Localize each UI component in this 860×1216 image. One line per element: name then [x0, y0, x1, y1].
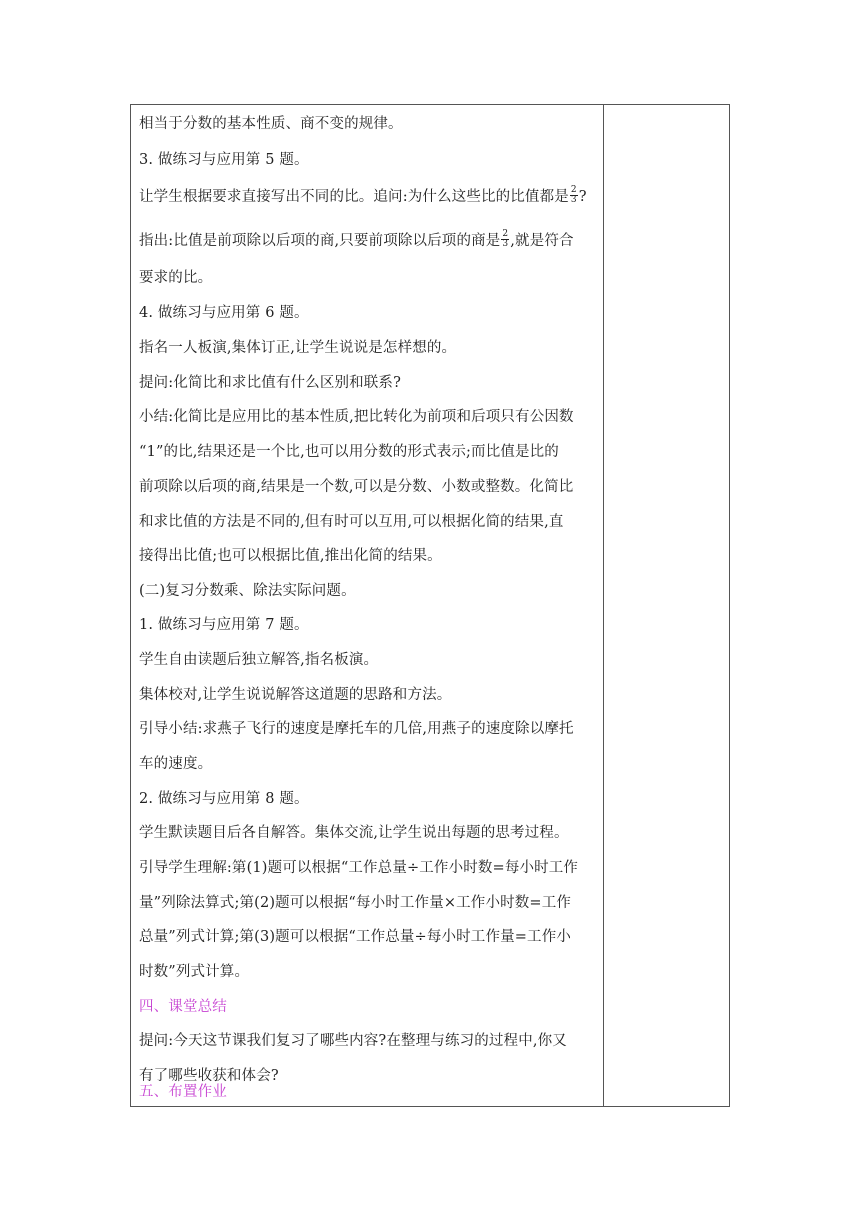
column-divider [603, 105, 604, 1106]
text-line: 相当于分数的基本性质、商不变的规律。 [139, 116, 403, 132]
text-line: 和求比值的方法是不同的,但有时可以互用,可以根据化简的结果,直 [139, 514, 564, 530]
text-line: 指名一人板演,集体订正,让学生说说是怎样想的。 [139, 340, 457, 356]
text-line: 提问:今天这节课我们复习了哪些内容?在整理与练习的过程中,你又 [139, 1033, 567, 1049]
fraction [570, 186, 578, 205]
fraction-denominator: 3 [502, 238, 509, 249]
text-line-with-fraction [139, 184, 587, 207]
text-line: 提问:化简比和求比值有什么区别和联系? [139, 375, 402, 391]
text-line: 引导小结:求燕子飞行的速度是摩托车的几倍,用燕子的速度除以摩托 [139, 721, 574, 737]
text-line: 2. 做练习与应用第 8 题。 [139, 791, 309, 807]
fraction-denominator: 3 [570, 194, 577, 205]
lesson-table [130, 104, 730, 1107]
text-line: 车的速度。 [139, 756, 213, 772]
text-line: 时数”列式计算。 [139, 964, 250, 980]
section-heading: 四、课堂总结 [139, 999, 227, 1015]
text-line: 1. 做练习与应用第 7 题。 [139, 617, 309, 633]
text-segment: ,就是符合 [510, 233, 574, 249]
text-line: 要求的比。 [139, 270, 213, 286]
text-segment: ? [578, 189, 587, 205]
text-line: 小结:化简比是应用比的基本性质,把比转化为前项和后项只有公因数 [139, 409, 574, 425]
fraction-numerator: 2 [502, 228, 509, 239]
text-line: 学生默读题目后各自解答。集体交流,让学生说出每题的思考过程。 [139, 825, 569, 841]
text-line: 接得出比值;也可以根据比值,推出化简的结果。 [139, 548, 442, 564]
text-line: 有了哪些收获和体会? [139, 1068, 279, 1084]
section-heading: 五、布置作业 [139, 1084, 227, 1100]
text-line: 前项除以后项的商,结果是一个数,可以是分数、小数或整数。化简比 [139, 479, 574, 495]
text-line: 学生自由读题后独立解答,指名板演。 [139, 652, 379, 668]
text-line: (二)复习分数乘、除法实际问题。 [139, 583, 356, 599]
fraction-numerator: 2 [570, 184, 577, 195]
text-line: 引导学生理解:第(1)题可以根据“工作总量÷工作小时数=每小时工作 [139, 860, 579, 876]
text-line: 集体校对,让学生说说解答这道题的思路和方法。 [139, 687, 452, 703]
fraction [501, 230, 509, 249]
text-line: 量”列除法算式;第(2)题可以根据“每小时工作量×工作小时数=工作 [139, 895, 571, 911]
text-line: 3. 做练习与应用第 5 题。 [139, 152, 309, 168]
text-line: “1”的比,结果还是一个比,也可以用分数的形式表示;而比值是比的 [139, 444, 559, 460]
text-segment: 让学生根据要求直接写出不同的比。追问:为什么这些比的比值都是 [139, 189, 569, 205]
text-line: 4. 做练习与应用第 6 题。 [139, 305, 309, 321]
text-line-with-fraction [139, 228, 574, 251]
text-segment: 指出:比值是前项除以后项的商,只要前项除以后项的商是 [139, 233, 501, 249]
text-line: 总量”列式计算;第(3)题可以根据“工作总量÷每小时工作量=工作小 [139, 929, 571, 945]
